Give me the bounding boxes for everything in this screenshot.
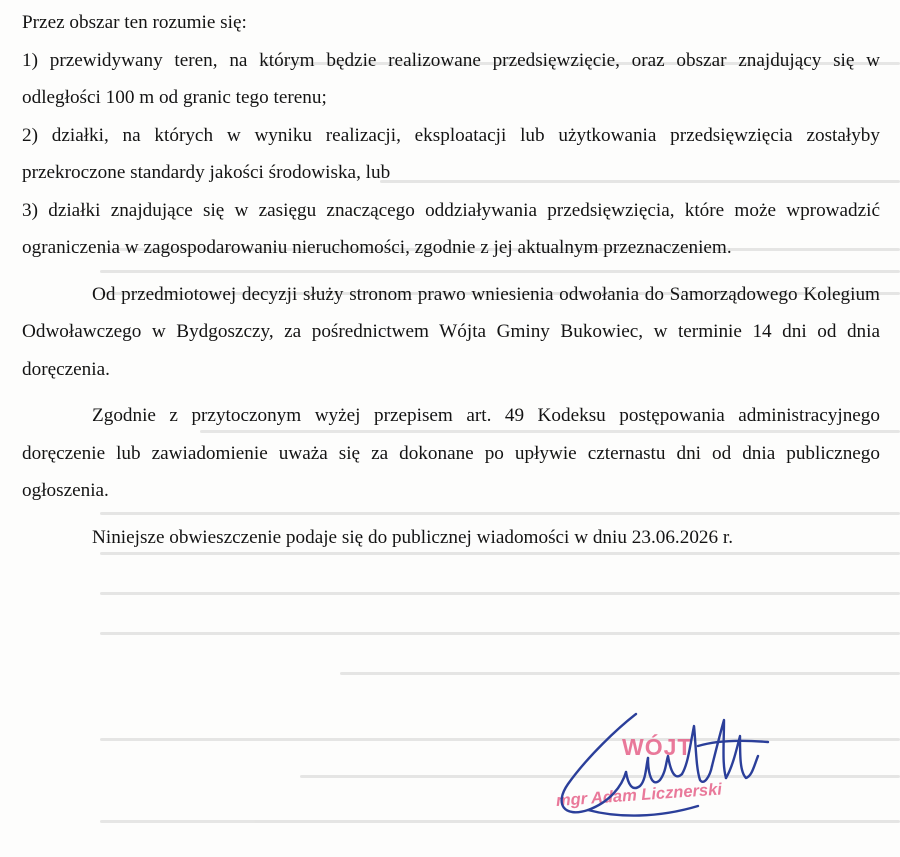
intro-paragraph: Przez obszar ten rozumie się:	[22, 12, 247, 33]
stamp-name: mgr Adam Licznerski	[555, 780, 723, 810]
list-item-3: 3) działki znajdujące się w zasięgu znaczącego oddziaływania przedsięwzięcia, które może wprowadzić ograniczenia w zagospodarowaniu nieruchomości, zgodnie z jej aktualnym przeznaczeniem.	[22, 199, 880, 258]
announcement-paragraph: Niniejsze obwieszczenie podaje się do publicznej wiadomości w dniu 23.06.2026 r.	[92, 526, 734, 548]
delivery-paragraph: Zgodnie z przytoczonym wyżej przepisem art. 49 Kodeksu postępowania administracyjnego doręczenie lub zawiadomienie uważa się za dokonane po upływie czternastu dni od dnia publicznego ogłoszenia.	[22, 405, 880, 501]
handwritten-signature	[548, 706, 778, 826]
appeal-paragraph: Od przedmiotowej decyzji służy stronom prawo wniesienia odwołania do Samorządowego Kolegium Odwoławczego w Bydgoszczy, za pośrednictwem Wójta Gminy Bukowiec, w terminie 14 dni od dnia doręczenia.	[22, 283, 880, 380]
document-body	[22, 4, 880, 556]
list-item-2: 2) działki, na których w wyniku realizacji, eksploatacji lub użytkowania przedsięwzięcia zostałyby przekroczone standardy jakości środowiska, lub	[22, 124, 880, 183]
list-item-1: 1) przewidywany teren, na którym będzie realizowane przedsięwzięcie, oraz obszar znajdujący się w odległości 100 m od granic tego terenu;	[22, 49, 880, 108]
stamp-title: WÓJT	[622, 734, 693, 760]
